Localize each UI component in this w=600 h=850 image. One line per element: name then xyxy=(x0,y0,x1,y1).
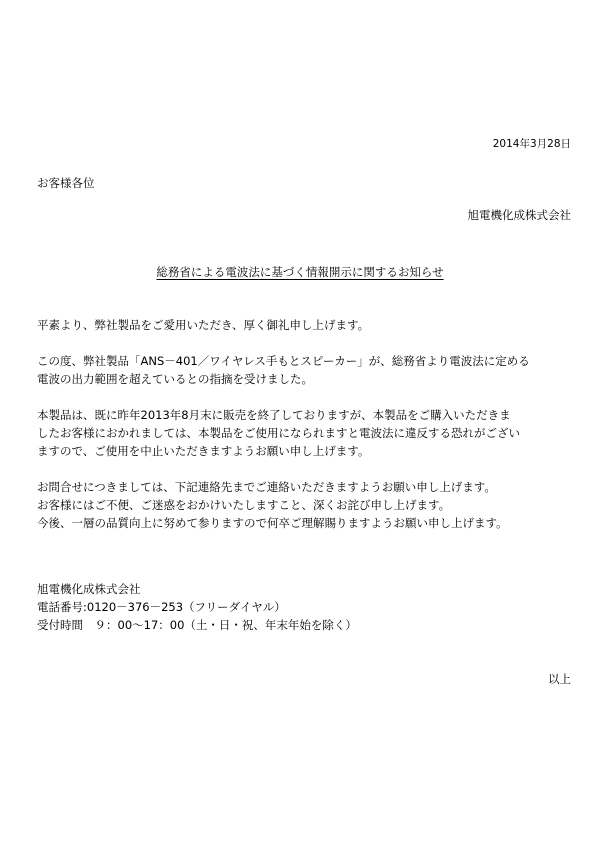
paragraph-request-line-3: ますので、ご使用を中止いただきますようお願い申し上げます。 xyxy=(37,444,370,458)
paragraph-request-line-2: したお客様におかれましては、本製品をご使用になられますと電波法に違反する恐れがござい xyxy=(37,426,520,440)
paragraph-contact-info-line-2: お客様にはご不便、ご迷惑をおかけいたしますこと、深くお詫び申し上げます。 xyxy=(37,498,451,512)
paragraph-issue-line-1: この度、弊社製品「ANS－401／ワイヤレス手もとスピーカー」が、総務省より電波法に定める xyxy=(37,354,530,368)
sender-company: 旭電機化成株式会社 xyxy=(467,208,571,222)
paragraph-greeting-line-1: 平素より、弊社製品をご愛用いただき、厚く御礼申し上げます。 xyxy=(37,318,370,332)
paragraph-request-line-1: 本製品は、既に昨年2013年8月末に販売を終了しておりますが、本製品をご購入いただきま xyxy=(37,408,511,422)
contact-block xyxy=(37,580,357,634)
closing-mark: 以上 xyxy=(548,672,571,686)
contact-hours: 受付時間 ９：00～17：00（土・日・祝、年末年始を除く） xyxy=(37,618,357,632)
contact-phone: 電話番号:0120－376－253（フリーダイヤル） xyxy=(37,600,286,614)
notice-title: 総務省による電波法に基づく情報開示に関するお知らせ xyxy=(156,265,444,279)
paragraph-contact-info-line-3: 今後、一層の品質向上に努めて参りますので何卒ご理解賜りますようお願い申し上げます。 xyxy=(37,516,508,530)
contact-company: 旭電機化成株式会社 xyxy=(37,582,141,596)
notice-title-container xyxy=(0,263,600,281)
paragraph-contact-info-line-1: お問合せにつきましては、下記連絡先までご連絡いただきますようお願い申し上げます。 xyxy=(37,480,496,494)
document-date: 2014年3月28日 xyxy=(492,138,571,150)
paragraph-issue-line-2: 電波の出力範囲を超えているとの指摘を受けました。 xyxy=(37,372,313,386)
notice-body xyxy=(37,316,577,532)
recipient-salutation: お客様各位 xyxy=(37,176,95,190)
